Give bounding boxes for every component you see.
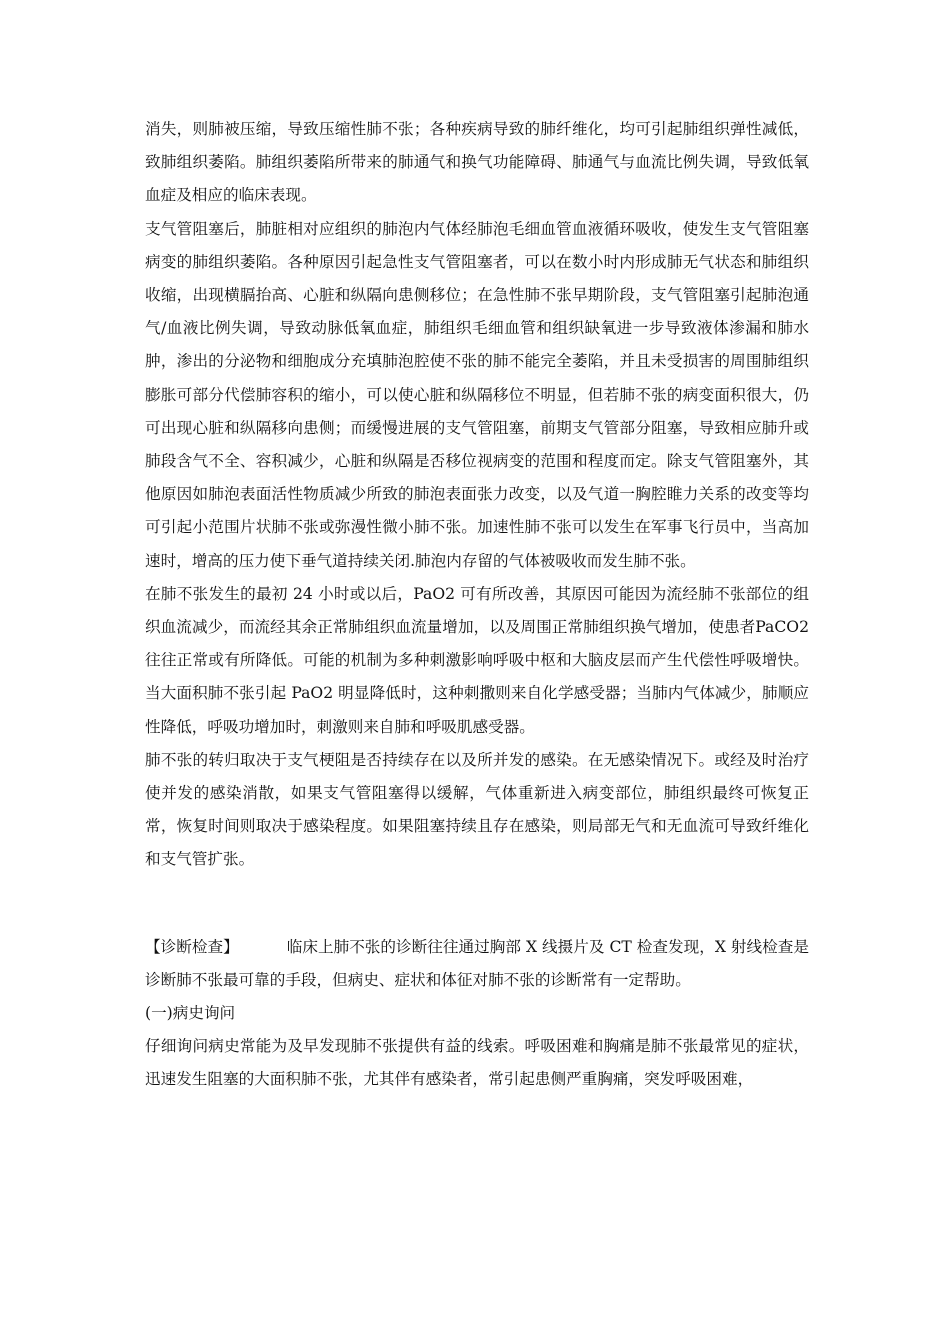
section-gap	[145, 877, 809, 931]
diagnosis-heading: 【诊断检查】	[145, 937, 239, 956]
document-page	[145, 113, 809, 1097]
paragraph-pao2-changes: 在肺不张发生的最初 24 小时或以后，PaO2 可有所改善，其原因可能因为流经肺不张部位的组织血流减少，而流经其余正常肺组织血流量增加，以及周围正常肺组织换气增加，使患者PaCO2 往往正常或有所降低。可能的机制为多种刺激影响呼吸中枢和大脑皮层而产生代偿性呼吸增快。当大面积肺不张引起 PaO2 明显降低时，这种刺撒则来自化学感受器；当肺内气体减少，肺顺应性降低，呼吸功增加时，刺激则来自肺和呼吸肌感受器。	[145, 584, 809, 736]
paragraph-prognosis: 肺不张的转归取决于支气梗阻是否持续存在以及所并发的感染。在无感染情况下。或经及时治疗使并发的感染消散，如果支气管阻塞得以缓解，气体重新进入病变部位，肺组织最终可恢复正常，恢复时间则取决于感染程度。如果阻塞持续且存在感染，则局部无气和无血流可导致纤维化和支气管扩张。	[145, 750, 809, 869]
diagnosis-text: 临床上肺不张的诊断往往通过胸部 X 线摄片及 CT 检查发现，X 射线检查是诊断肺不张最可靠的手段，但病史、症状和体征对肺不张的诊断常有一定帮助。	[145, 937, 809, 989]
subheading-history: (一)病史询问	[145, 1004, 236, 1023]
paragraph-bronchial-obstruction: 支气管阻塞后，肺脏相对应组织的肺泡内气体经肺泡毛细血管血液循环吸收，使发生支气管阻塞病变的肺组织萎陷。各种原因引起急性支气管阻塞者，可以在数小时内形成肺无气状态和肺组织收缩，出现横膈抬高、心脏和纵隔向患侧移位；在急性肺不张早期阶段，支气管阻塞引起肺泡通气/血液比例失调，导致动脉低氧血症，肺组织毛细血管和组织缺氧进一步导致液体渗漏和肺水肿，渗出的分泌物和细胞成分充填肺泡腔使不张的肺不能完全萎陷，并且未受损害的周围肺组织膨胀可部分代偿肺容积的缩小，可以使心脏和纵隔移位不明显，但若肺不张的病变面积很大，仍可出现心脏和纵隔移向患侧；而缓慢进展的支气管阻塞，前期支气管部分阻塞，导致相应肺升或肺段含气不全、容积减少，心脏和纵隔是否移位视病变的范围和程度而定。除支气管阻塞外，其他原因如肺泡表面活性物质减少所致的肺泡表面张力改变，以及气道一胸腔睢力关系的改变等均可引起小范围片状肺不张或弥漫性微小肺不张。加速性肺不张可以发生在军事飞行员中，当高加速时，增高的压力使下垂气道持续关闭.肺泡内存留的气体被吸收而发生肺不张。	[145, 219, 809, 570]
paragraph-diagnosis	[145, 931, 809, 997]
paragraph-history: 仔细询问病史常能为及早发现肺不张提供有益的线索。呼吸困难和胸痛是肺不张最常见的症状，迅速发生阻塞的大面积肺不张，尤其伴有感染者，常引起患侧严重胸痛，突发呼吸困难，	[145, 1037, 809, 1089]
paragraph-compression-atelectasis: 消失，则肺被压缩，导致压缩性肺不张；各种疾病导致的肺纤维化，均可引起肺组织弹性减低，致肺组织萎陷。肺组织萎陷所带来的肺通气和换气功能障碍、肺通气与血流比例失调，导致低氧血症及相应的临床表现。	[145, 120, 809, 205]
